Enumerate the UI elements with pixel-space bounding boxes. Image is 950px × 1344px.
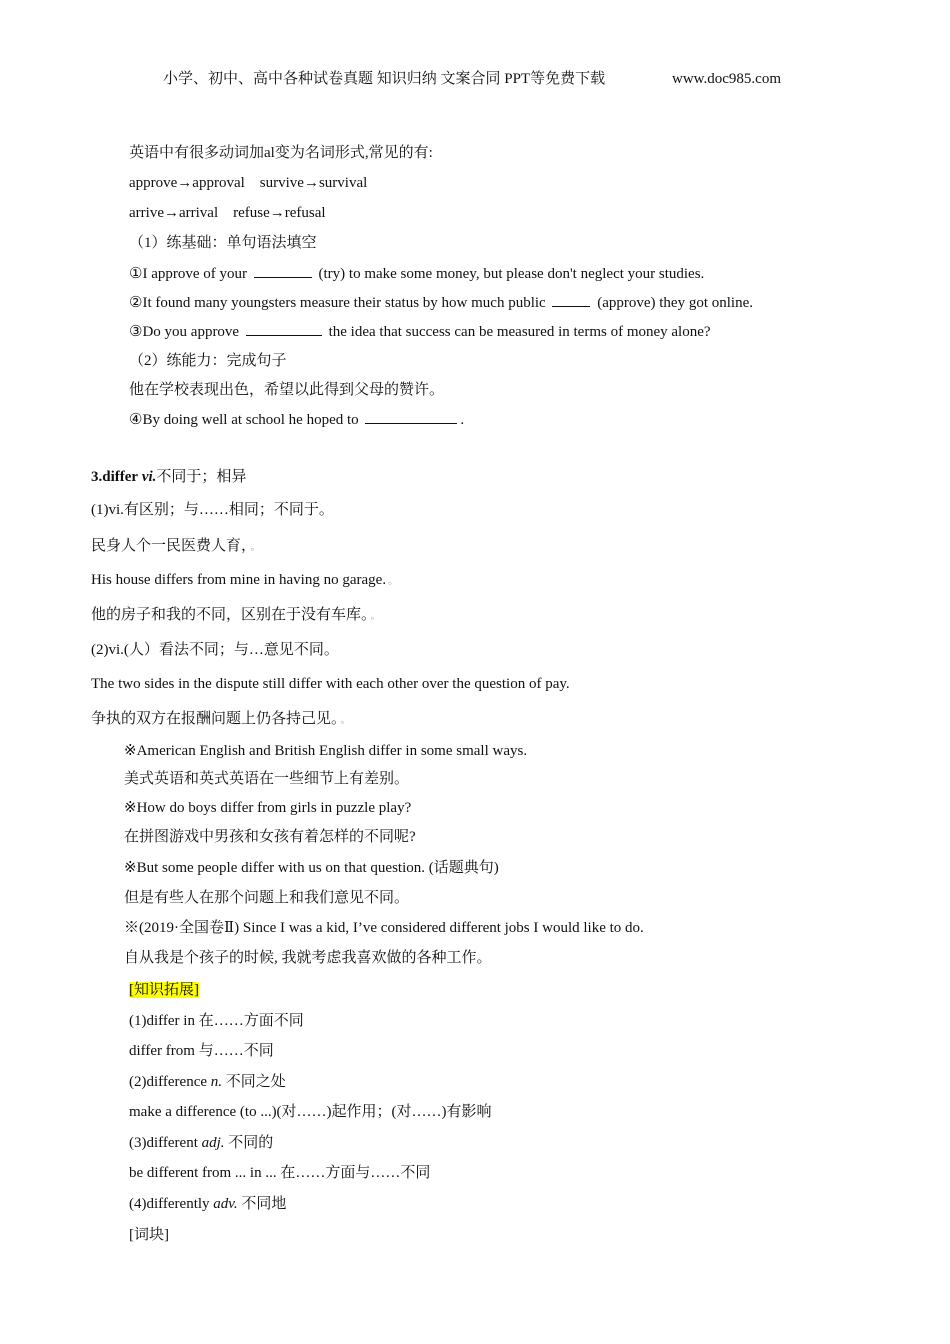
extension-item-3-word: (2)difference xyxy=(129,1074,208,1090)
example-2-chinese-text: 争执的双方在报酬问题上仍各持己见。 xyxy=(91,711,339,727)
exercise-1-title: （1）练基础：单句语法填空 xyxy=(129,235,317,251)
paragraph-mark: 。 xyxy=(250,542,261,553)
answer-blank-4[interactable] xyxy=(365,409,457,424)
question-2 xyxy=(129,292,753,313)
garbled-line-text: 民身人个一民医费人育， xyxy=(91,538,249,554)
knowledge-extension-label: [知识拓展] xyxy=(129,982,199,998)
sentence-4-chinese: 自从我是个孩子的时候, 我就考虑我喜欢做的各种工作。 xyxy=(124,950,492,966)
question-1-stem: ①I approve of your xyxy=(129,266,247,282)
extension-item-7-meaning: 不同地 xyxy=(241,1196,287,1212)
knowledge-extension-title xyxy=(129,980,199,1000)
extension-item-3 xyxy=(129,1072,286,1092)
word-pairs-line-1: approve→approval survive→survival xyxy=(129,175,368,191)
sentence-3-english: ※But some people differ with us on that question. (话题典句) xyxy=(124,860,499,876)
paragraph-mark: 。 xyxy=(370,611,381,622)
sentence-4-english: ※(2019·全国卷Ⅱ) Since I was a kid, I’ve considered different jobs I would like to do. xyxy=(124,920,644,936)
question-3-stem: ③Do you approve xyxy=(129,324,240,340)
extension-item-3-meaning: 不同之处 xyxy=(225,1074,286,1090)
question-3-rest: the idea that success can be measured in terms of money alone? xyxy=(328,324,711,340)
extension-item-5-meaning: 不同的 xyxy=(228,1135,274,1151)
question-4-end: . xyxy=(460,412,465,428)
al-noun-intro: 英语中有很多动词加al变为名词形式,常见的有: xyxy=(129,145,433,161)
example-1-chinese xyxy=(91,605,381,627)
word-chunk-label: [词块] xyxy=(129,1227,169,1243)
extension-item-7 xyxy=(129,1194,286,1214)
answer-blank-1[interactable] xyxy=(254,263,312,278)
word-pairs-line-2: arrive→arrival refuse→refusal xyxy=(129,205,326,221)
extension-item-4: make a difference (to ...)(对……)起作用；(对……)有影响 xyxy=(129,1104,492,1120)
exercise-2-title: （2）练能力：完成句子 xyxy=(129,353,287,369)
question-1-rest: (try) to make some money, but please don't neglect your studies. xyxy=(318,266,705,282)
entry-meaning: 不同于；相异 xyxy=(156,469,247,485)
question-4 xyxy=(129,409,464,430)
sentence-2-chinese: 在拼图游戏中男孩和女孩有着怎样的不同呢? xyxy=(124,829,416,845)
question-2-stem: ②It found many youngsters measure their status by how much public xyxy=(129,295,546,311)
question-4-stem: ④By doing well at school he hoped to xyxy=(129,412,359,428)
sentence-3-chinese: 但是有些人在那个问题上和我们意见不同。 xyxy=(124,890,410,906)
garbled-line xyxy=(91,536,261,558)
sense-1: (1)vi.有区别；与……相同；不同于。 xyxy=(91,502,334,518)
paragraph-mark: 。 xyxy=(388,576,399,587)
example-1-english xyxy=(91,570,398,592)
header-site-slogan: 小学、初中、高中各种试卷真题 知识归纳 文案合同 PPT等免费下载 xyxy=(163,71,606,87)
extension-item-7-word: (4)differently xyxy=(129,1196,210,1212)
paragraph-mark: 。 xyxy=(340,715,351,726)
question-3 xyxy=(129,321,711,342)
extension-item-3-pos: n. xyxy=(210,1074,223,1090)
question-2-rest: (approve) they got online. xyxy=(597,295,754,311)
entry-heading xyxy=(91,467,246,487)
example-2-chinese xyxy=(91,709,351,731)
extension-item-2: differ from 与……不同 xyxy=(129,1043,274,1059)
example-1-chinese-text: 他的房子和我的不同，区别在于没有车库。 xyxy=(91,607,369,623)
sense-2: (2)vi.(人）看法不同；与…意见不同。 xyxy=(91,642,339,658)
extension-item-7-pos: adv. xyxy=(213,1196,238,1212)
sentence-1-chinese: 美式英语和英式英语在一些细节上有差别。 xyxy=(124,771,410,787)
entry-pos: vi. xyxy=(141,469,157,485)
extension-item-5-pos: adj. xyxy=(201,1135,225,1151)
sentence-1-english: ※American English and British English differ in some small ways. xyxy=(124,743,528,759)
answer-blank-3[interactable] xyxy=(246,321,322,336)
sentence-2-english: ※How do boys differ from girls in puzzle play? xyxy=(124,800,412,816)
question-1 xyxy=(129,263,704,284)
header-site-url[interactable]: www.doc985.com xyxy=(672,71,782,87)
question-4-chinese: 他在学校表现出色，希望以此得到父母的赞许。 xyxy=(129,382,445,398)
example-1-english-text: His house differs from mine in having no garage. xyxy=(91,572,387,588)
extension-item-5 xyxy=(129,1133,273,1153)
example-2-english: The two sides in the dispute still differ with each other over the question of pay. xyxy=(91,676,570,692)
extension-item-1: (1)differ in 在……方面不同 xyxy=(129,1013,304,1029)
extension-item-5-word: (3)different xyxy=(129,1135,198,1151)
entry-word: 3.differ xyxy=(91,469,139,485)
answer-blank-2[interactable] xyxy=(552,292,590,307)
extension-item-6: be different from ... in ... 在……方面与……不同 xyxy=(129,1165,431,1181)
